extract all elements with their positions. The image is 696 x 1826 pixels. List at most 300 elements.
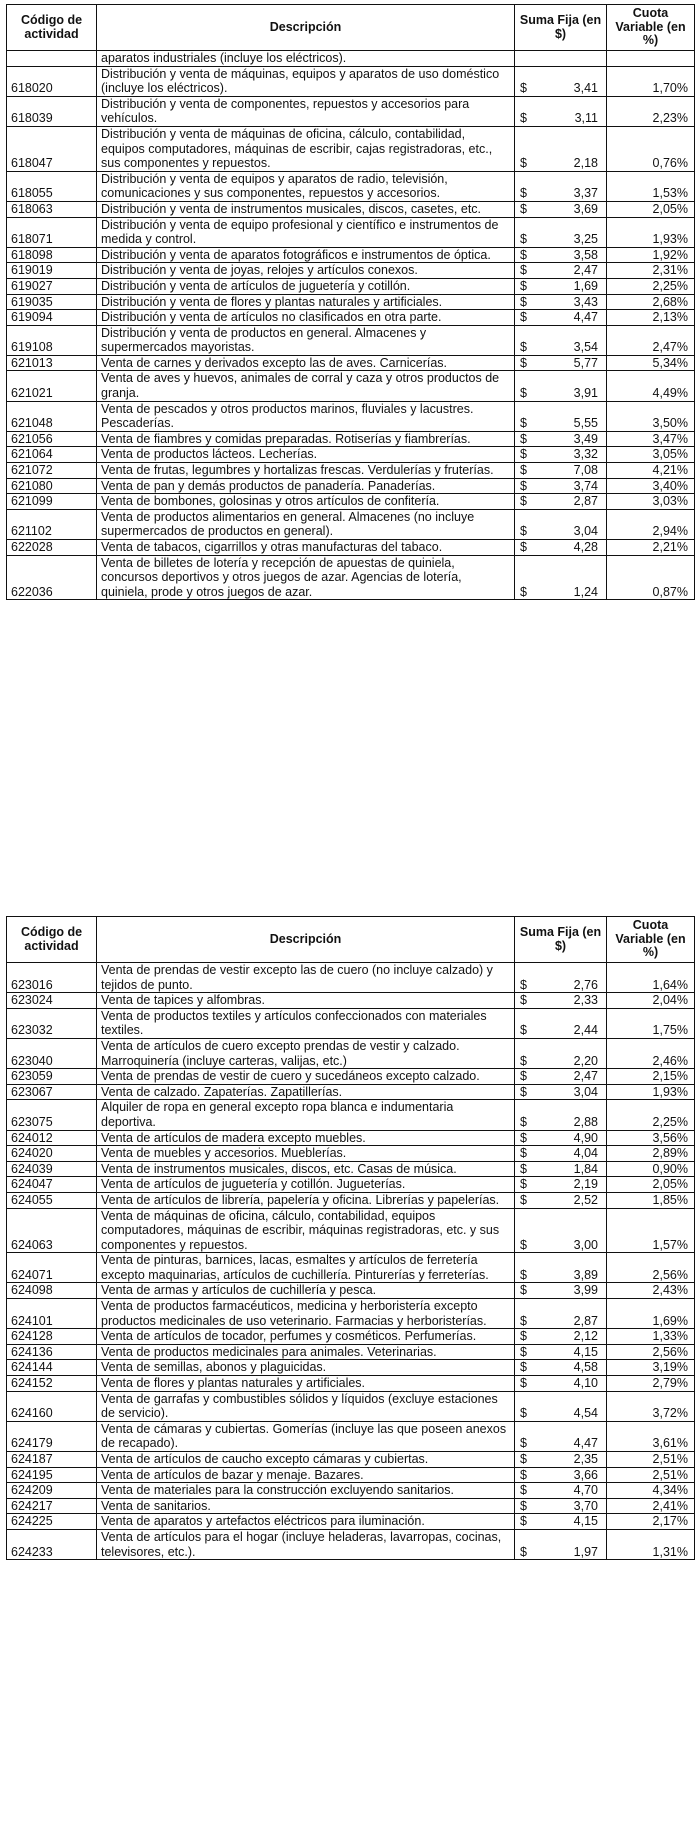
fixed-amount (515, 963, 607, 993)
table-row (7, 247, 695, 263)
table-row (7, 217, 695, 247)
variable-rate: 2,31% (607, 263, 695, 279)
fixed-amount (515, 1467, 607, 1483)
table-row (7, 355, 695, 371)
currency-symbol: $ (520, 278, 527, 293)
fixed-amount-value: 2,87 (573, 494, 598, 509)
fixed-amount-value: 2,44 (573, 1023, 598, 1038)
table-row (7, 1344, 695, 1360)
table-header-row (7, 917, 695, 963)
table-row (7, 371, 695, 401)
currency-symbol: $ (520, 463, 527, 478)
table-row (7, 1421, 695, 1451)
activity-code: 619094 (7, 310, 97, 326)
fixed-amount-value: 3,54 (573, 340, 598, 355)
variable-rate: 4,21% (607, 463, 695, 479)
table-row (7, 1452, 695, 1468)
activity-description: Distribución y venta de equipo profesional y científico e instrumentos de medida y control. (97, 217, 515, 247)
fixed-amount (515, 401, 607, 431)
table-row (7, 51, 695, 67)
activity-description: Venta de pinturas, barnices, lacas, esmaltes y artículos de ferretería excepto maquinarias, artículos de cuchillería. Pinturerías y ferreterías. (97, 1253, 515, 1283)
activity-description: Venta de prendas de vestir excepto las de cuero (no incluye calzado) y tejidos de punto. (97, 963, 515, 993)
variable-rate: 1,70% (607, 66, 695, 96)
activity-code: 622028 (7, 540, 97, 556)
currency-symbol: $ (520, 1192, 527, 1207)
fixed-amount (515, 1038, 607, 1068)
fixed-amount (515, 540, 607, 556)
variable-rate: 0,76% (607, 126, 695, 171)
table-row (7, 494, 695, 510)
activity-description: Venta de pan y demás productos de panadería. Panaderías. (97, 478, 515, 494)
activity-code: 618047 (7, 126, 97, 171)
currency-symbol: $ (520, 1360, 527, 1375)
fixed-amount-value: 4,15 (573, 1344, 598, 1359)
fixed-amount (515, 1130, 607, 1146)
fixed-amount-value: 3,04 (573, 524, 598, 539)
activity-code: 624217 (7, 1498, 97, 1514)
variable-rate: 2,56% (607, 1253, 695, 1283)
fixed-amount-value: 3,69 (573, 201, 598, 216)
fixed-amount-value: 3,04 (573, 1084, 598, 1099)
fixed-amount-value: 4,58 (573, 1360, 598, 1375)
variable-rate: 3,03% (607, 494, 695, 510)
fixed-amount-value: 2,12 (573, 1329, 598, 1344)
activity-description: Alquiler de ropa en general excepto ropa blanca e indumentaria deportiva. (97, 1100, 515, 1130)
activity-description: Venta de flores y plantas naturales y artificiales. (97, 1376, 515, 1392)
activity-description: Venta de prendas de vestir de cuero y sucedáneos excepto calzado. (97, 1069, 515, 1085)
currency-symbol: $ (520, 584, 527, 599)
currency-symbol: $ (520, 294, 527, 309)
activity-code: 624055 (7, 1192, 97, 1208)
currency-symbol: $ (520, 386, 527, 401)
table-row (7, 1467, 695, 1483)
variable-rate: 1,31% (607, 1529, 695, 1559)
currency-symbol: $ (520, 524, 527, 539)
fixed-amount-value: 5,77 (573, 355, 598, 370)
variable-rate: 2,17% (607, 1514, 695, 1530)
table-row (7, 325, 695, 355)
fixed-amount-value: 2,47 (573, 1069, 598, 1084)
activity-description: Venta de bombones, golosinas y otros artículos de confitería. (97, 494, 515, 510)
variable-rate: 1,93% (607, 217, 695, 247)
header-description: Descripción (97, 5, 515, 51)
variable-rate: 3,72% (607, 1391, 695, 1421)
variable-rate: 1,85% (607, 1192, 695, 1208)
activity-description: Venta de frutas, legumbres y hortalizas frescas. Verdulerías y fruterías. (97, 463, 515, 479)
fixed-amount-value: 7,08 (573, 463, 598, 478)
table-row (7, 1161, 695, 1177)
fixed-amount (515, 447, 607, 463)
fixed-amount-value: 4,15 (573, 1514, 598, 1529)
table-row (7, 1391, 695, 1421)
fixed-amount-value: 2,52 (573, 1192, 598, 1207)
currency-symbol: $ (520, 340, 527, 355)
header-description: Descripción (97, 917, 515, 963)
activity-code: 624098 (7, 1283, 97, 1299)
activity-description: Distribución y venta de componentes, repuestos y accesorios para vehículos. (97, 96, 515, 126)
variable-rate: 3,61% (607, 1421, 695, 1451)
tariff-table-2 (6, 916, 695, 1560)
currency-symbol: $ (520, 1452, 527, 1466)
variable-rate: 2,79% (607, 1376, 695, 1392)
activity-description: Venta de productos farmacéuticos, medicina y herboristería excepto productos medicinales de uso veterinario. Farmacias y herboristerías. (97, 1299, 515, 1329)
currency-symbol: $ (520, 494, 527, 509)
currency-symbol: $ (520, 1177, 527, 1192)
activity-description: Venta de armas y artículos de cuchillería y pesca. (97, 1283, 515, 1299)
fixed-amount (515, 371, 607, 401)
activity-description: Venta de tabacos, cigarrillos y otras manufacturas del tabaco. (97, 540, 515, 556)
activity-code: 621056 (7, 431, 97, 447)
table-row (7, 1483, 695, 1499)
activity-code: 624128 (7, 1329, 97, 1345)
table-body-1 (7, 51, 695, 600)
activity-description: Venta de garrafas y combustibles sólidos y líquidos (excluye estaciones de servicio). (97, 1391, 515, 1421)
fixed-amount-value: 3,11 (574, 111, 598, 126)
fixed-amount-value: 3,00 (573, 1237, 598, 1252)
fixed-amount (515, 1084, 607, 1100)
table-row (7, 963, 695, 993)
variable-rate: 2,94% (607, 509, 695, 539)
activity-description: Distribución y venta de máquinas de oficina, cálculo, contabilidad, equipos computadores, máquinas de escribir, cajas registradoras, etc., sus componentes y repuestos. (97, 126, 515, 171)
fixed-amount (515, 1376, 607, 1392)
currency-symbol: $ (520, 1114, 527, 1129)
table-row (7, 1008, 695, 1038)
currency-symbol: $ (520, 1084, 527, 1099)
fixed-amount (515, 1299, 607, 1329)
fixed-amount (515, 1483, 607, 1499)
fixed-amount (515, 1452, 607, 1468)
activity-code: 618071 (7, 217, 97, 247)
variable-rate: 5,34% (607, 355, 695, 371)
activity-code: 623016 (7, 963, 97, 993)
activity-description: Venta de productos medicinales para animales. Veterinarias. (97, 1344, 515, 1360)
currency-symbol: $ (520, 81, 527, 96)
variable-rate: 4,34% (607, 1483, 695, 1499)
table-row (7, 1360, 695, 1376)
activity-description: Venta de semillas, abonos y plaguicidas. (97, 1360, 515, 1376)
activity-code: 624195 (7, 1467, 97, 1483)
currency-symbol: $ (520, 201, 527, 216)
activity-code: 623067 (7, 1084, 97, 1100)
fixed-amount (515, 96, 607, 126)
currency-symbol: $ (520, 310, 527, 325)
fixed-amount (515, 555, 607, 600)
activity-description: aparatos industriales (incluye los eléctricos). (97, 51, 515, 67)
header-variable-rate: Cuota Variable (en %) (607, 917, 695, 963)
table-row (7, 1192, 695, 1208)
table-row (7, 540, 695, 556)
fixed-amount (515, 51, 607, 67)
currency-symbol: $ (520, 1130, 527, 1145)
currency-symbol: $ (520, 977, 527, 992)
currency-symbol: $ (520, 247, 527, 262)
activity-description: Venta de materiales para la construcción excluyendo sanitarios. (97, 1483, 515, 1499)
table-row (7, 1069, 695, 1085)
table-row (7, 201, 695, 217)
variable-rate (607, 51, 695, 67)
fixed-amount-value: 3,37 (573, 186, 598, 201)
activity-code: 624144 (7, 1360, 97, 1376)
table-row (7, 478, 695, 494)
variable-rate: 2,25% (607, 278, 695, 294)
fixed-amount (515, 201, 607, 217)
currency-symbol: $ (520, 1376, 527, 1391)
fixed-amount (515, 1283, 607, 1299)
activity-description: Venta de pescados y otros productos marinos, fluviales y lacustres. Pescaderías. (97, 401, 515, 431)
fixed-amount (515, 1344, 607, 1360)
activity-code: 624012 (7, 1130, 97, 1146)
currency-symbol: $ (520, 540, 527, 554)
table-row (7, 66, 695, 96)
activity-code: 619035 (7, 294, 97, 310)
currency-symbol: $ (520, 1023, 527, 1038)
variable-rate: 2,68% (607, 294, 695, 310)
fixed-amount-value: 4,47 (573, 1436, 598, 1451)
activity-code: 618020 (7, 66, 97, 96)
fixed-amount (515, 1498, 607, 1514)
fixed-amount-value: 2,18 (573, 156, 598, 171)
fixed-amount (515, 1192, 607, 1208)
currency-symbol: $ (520, 1483, 527, 1498)
tariff-table-1 (6, 4, 695, 600)
variable-rate: 3,47% (607, 431, 695, 447)
fixed-amount-value: 3,91 (573, 386, 598, 401)
currency-symbol: $ (520, 993, 527, 1008)
activity-code: 618055 (7, 171, 97, 201)
variable-rate: 2,41% (607, 1498, 695, 1514)
currency-symbol: $ (520, 431, 527, 446)
fixed-amount-value: 4,47 (573, 310, 598, 325)
activity-description: Venta de aves y huevos, animales de corral y caza y otros productos de granja. (97, 371, 515, 401)
activity-description: Venta de productos textiles y artículos confeccionados con materiales textiles. (97, 1008, 515, 1038)
currency-symbol: $ (520, 478, 527, 493)
table-row (7, 431, 695, 447)
table-row (7, 1038, 695, 1068)
currency-symbol: $ (520, 1161, 527, 1176)
activity-code: 618063 (7, 201, 97, 217)
activity-description: Distribución y venta de productos en general. Almacenes y supermercados mayoristas. (97, 325, 515, 355)
activity-description: Distribución y venta de artículos de juguetería y cotillón. (97, 278, 515, 294)
fixed-amount-value: 2,20 (573, 1053, 598, 1068)
currency-symbol: $ (520, 111, 527, 126)
activity-description: Venta de calzado. Zapaterías. Zapatillerías. (97, 1084, 515, 1100)
activity-description: Venta de artículos para el hogar (incluye heladeras, lavarropas, cocinas, televisores, etc.). (97, 1529, 515, 1559)
fixed-amount-value: 2,33 (573, 993, 598, 1008)
table-row (7, 1529, 695, 1559)
variable-rate: 2,43% (607, 1283, 695, 1299)
activity-code: 622036 (7, 555, 97, 600)
fixed-amount-value: 2,19 (573, 1177, 598, 1192)
variable-rate: 1,93% (607, 1084, 695, 1100)
activity-code: 621099 (7, 494, 97, 510)
activity-description: Venta de artículos de cuero excepto prendas de vestir y calzado. Marroquinería (incluye carteras, valijas, etc.) (97, 1038, 515, 1068)
fixed-amount (515, 509, 607, 539)
table-row (7, 1208, 695, 1253)
activity-code: 621048 (7, 401, 97, 431)
activity-code (7, 51, 97, 67)
activity-code: 624136 (7, 1344, 97, 1360)
activity-description: Venta de cámaras y cubiertas. Gomerías (incluye las que poseen anexos de recapado). (97, 1421, 515, 1451)
fixed-amount-value: 2,88 (573, 1114, 598, 1129)
variable-rate: 3,19% (607, 1360, 695, 1376)
header-variable-rate: Cuota Variable (en %) (607, 5, 695, 51)
fixed-amount-value: 3,70 (573, 1498, 598, 1513)
activity-code: 618098 (7, 247, 97, 263)
currency-symbol: $ (520, 1344, 527, 1359)
fixed-amount (515, 1161, 607, 1177)
fixed-amount-value: 4,28 (573, 540, 598, 554)
activity-description: Venta de artículos de caucho excepto cámaras y cubiertas. (97, 1452, 515, 1468)
activity-description: Distribución y venta de flores y plantas naturales y artificiales. (97, 294, 515, 310)
variable-rate: 3,56% (607, 1130, 695, 1146)
activity-description: Distribución y venta de joyas, relojes y artículos conexos. (97, 263, 515, 279)
activity-description: Venta de instrumentos musicales, discos, etc. Casas de música. (97, 1161, 515, 1177)
currency-symbol: $ (520, 1436, 527, 1451)
fixed-amount-value: 3,89 (573, 1267, 598, 1282)
table-row (7, 993, 695, 1009)
fixed-amount-value: 4,90 (573, 1130, 598, 1145)
activity-code: 624063 (7, 1208, 97, 1253)
variable-rate: 1,57% (607, 1208, 695, 1253)
fixed-amount (515, 247, 607, 263)
table-row (7, 401, 695, 431)
activity-description: Venta de aparatos y artefactos eléctricos para iluminación. (97, 1514, 515, 1530)
fixed-amount-value: 1,69 (573, 278, 598, 293)
fixed-amount-value: 3,58 (573, 247, 598, 262)
table-row (7, 1084, 695, 1100)
currency-symbol: $ (520, 1544, 527, 1559)
table-row (7, 1100, 695, 1130)
variable-rate: 3,50% (607, 401, 695, 431)
variable-rate: 0,90% (607, 1161, 695, 1177)
activity-code: 624160 (7, 1391, 97, 1421)
activity-code: 624047 (7, 1177, 97, 1193)
fixed-amount-value: 5,55 (573, 416, 598, 431)
variable-rate: 1,33% (607, 1329, 695, 1345)
table-row (7, 96, 695, 126)
activity-description: Venta de muebles y accesorios. Mueblerías. (97, 1146, 515, 1162)
table-row (7, 171, 695, 201)
variable-rate: 2,25% (607, 1100, 695, 1130)
activity-description: Distribución y venta de aparatos fotográficos e instrumentos de óptica. (97, 247, 515, 263)
fixed-amount (515, 1421, 607, 1451)
activity-code: 623059 (7, 1069, 97, 1085)
table-row (7, 555, 695, 600)
activity-code: 621064 (7, 447, 97, 463)
activity-description: Venta de productos lácteos. Lecherías. (97, 447, 515, 463)
activity-code: 619019 (7, 263, 97, 279)
header-code: Código de actividad (7, 5, 97, 51)
table-row (7, 1514, 695, 1530)
fixed-amount-value: 1,24 (573, 584, 598, 599)
fixed-amount (515, 263, 607, 279)
activity-description: Venta de fiambres y comidas preparadas. Rotiserías y fiambrerías. (97, 431, 515, 447)
activity-code: 623040 (7, 1038, 97, 1068)
currency-symbol: $ (520, 1053, 527, 1068)
activity-code: 624071 (7, 1253, 97, 1283)
fixed-amount (515, 494, 607, 510)
activity-code: 624233 (7, 1529, 97, 1559)
fixed-amount (515, 355, 607, 371)
currency-symbol: $ (520, 1498, 527, 1513)
activity-code: 618039 (7, 96, 97, 126)
currency-symbol: $ (520, 1514, 527, 1529)
currency-symbol: $ (520, 416, 527, 431)
activity-code: 624179 (7, 1421, 97, 1451)
variable-rate: 2,15% (607, 1069, 695, 1085)
fixed-amount-value: 3,43 (573, 294, 598, 309)
table-row (7, 278, 695, 294)
header-fixed-amount: Suma Fija (en $) (515, 5, 607, 51)
activity-description: Distribución y venta de artículos no clasificados en otra parte. (97, 310, 515, 326)
variable-rate: 2,51% (607, 1452, 695, 1468)
fixed-amount-value: 2,35 (573, 1452, 598, 1466)
table-row (7, 1299, 695, 1329)
activity-code: 624039 (7, 1161, 97, 1177)
variable-rate: 1,69% (607, 1299, 695, 1329)
activity-description: Venta de artículos de tocador, perfumes y cosméticos. Perfumerías. (97, 1329, 515, 1345)
fixed-amount-value: 3,66 (573, 1467, 598, 1482)
variable-rate: 1,64% (607, 963, 695, 993)
activity-description: Venta de máquinas de oficina, cálculo, contabilidad, equipos computadores, máquinas de escribir, máquinas registradoras, etc. y sus componentes y repuestos. (97, 1208, 515, 1253)
fixed-amount (515, 217, 607, 247)
activity-description: Venta de tapices y alfombras. (97, 993, 515, 1009)
activity-code: 621021 (7, 371, 97, 401)
activity-code: 624020 (7, 1146, 97, 1162)
activity-code: 621013 (7, 355, 97, 371)
fixed-amount (515, 1360, 607, 1376)
fixed-amount (515, 1208, 607, 1253)
table-row (7, 1130, 695, 1146)
currency-symbol: $ (520, 1406, 527, 1421)
table-header-row (7, 5, 695, 51)
fixed-amount (515, 1008, 607, 1038)
table-row (7, 447, 695, 463)
fixed-amount (515, 1100, 607, 1130)
activity-description: Venta de artículos de bazar y menaje. Bazares. (97, 1467, 515, 1483)
table-row (7, 310, 695, 326)
variable-rate: 2,47% (607, 325, 695, 355)
variable-rate: 1,92% (607, 247, 695, 263)
activity-description: Venta de artículos de madera excepto muebles. (97, 1130, 515, 1146)
fixed-amount (515, 463, 607, 479)
fixed-amount (515, 1253, 607, 1283)
table-row (7, 263, 695, 279)
table-row (7, 1376, 695, 1392)
variable-rate: 0,87% (607, 555, 695, 600)
table-row (7, 509, 695, 539)
fixed-amount-value: 2,76 (573, 977, 598, 992)
currency-symbol: $ (520, 156, 527, 171)
fixed-amount-value: 1,97 (573, 1544, 598, 1559)
table-row (7, 126, 695, 171)
variable-rate: 3,40% (607, 478, 695, 494)
fixed-amount (515, 310, 607, 326)
fixed-amount-value: 4,54 (573, 1406, 598, 1421)
fixed-amount (515, 431, 607, 447)
fixed-amount-value: 3,74 (573, 478, 598, 493)
fixed-amount (515, 325, 607, 355)
activity-code: 624225 (7, 1514, 97, 1530)
activity-code: 621102 (7, 509, 97, 539)
fixed-amount-value: 3,49 (573, 431, 598, 446)
fixed-amount (515, 126, 607, 171)
fixed-amount-value: 3,32 (573, 447, 598, 462)
fixed-amount (515, 993, 607, 1009)
activity-code: 624101 (7, 1299, 97, 1329)
fixed-amount-value: 4,10 (573, 1376, 598, 1391)
fixed-amount (515, 1391, 607, 1421)
